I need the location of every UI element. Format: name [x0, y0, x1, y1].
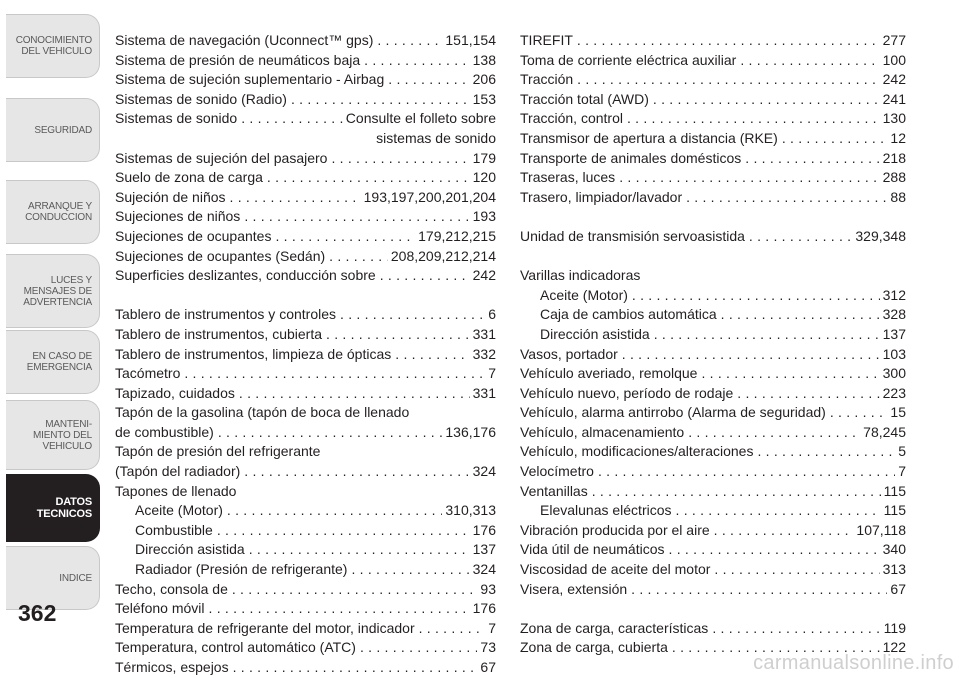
index-entry-page: 312 — [882, 286, 906, 303]
dot-leader — [244, 207, 469, 227]
index-entry[interactable] — [115, 188, 496, 208]
index-entry[interactable] — [520, 129, 906, 149]
dot-leader — [737, 384, 879, 404]
index-entry-page: 151,154 — [445, 32, 496, 48]
index-entry-label: Viscosidad de aceite del motor — [520, 561, 711, 578]
index-entry-page: 310,313 — [445, 502, 496, 519]
dot-leader — [227, 501, 442, 521]
dot-leader — [419, 619, 486, 639]
index-entry-page: 324 — [472, 463, 496, 480]
dot-leader — [749, 227, 853, 247]
index-entry[interactable] — [115, 560, 496, 580]
index-entry-page: 73 — [480, 639, 496, 656]
index-right-column — [520, 31, 906, 658]
index-entry-page: 242 — [882, 71, 906, 88]
dot-leader — [364, 51, 469, 71]
index-entry[interactable] — [115, 638, 496, 658]
index-entry-page: 179 — [472, 149, 496, 166]
index-entry-page: 137 — [882, 325, 906, 342]
index-entry-label: Vida útil de neumáticos — [520, 541, 665, 558]
index-entry[interactable] — [520, 90, 906, 110]
index-entry-page: 7 — [488, 365, 496, 382]
index-entry-label: Aceite (Motor) — [135, 502, 223, 519]
index-entry-page: 331 — [472, 384, 496, 401]
tab-indice[interactable]: INDICE — [6, 546, 100, 610]
dot-leader — [712, 619, 880, 639]
index-entry-page: 67 — [890, 580, 906, 597]
index-entry-label: Sistemas de sujeción del pasajero — [115, 149, 328, 166]
dot-leader — [184, 364, 485, 384]
index-entry-label: Tracción total (AWD) — [520, 90, 649, 107]
index-entry[interactable] — [115, 109, 496, 129]
index-entry-label: Zona de carga, características — [520, 619, 709, 636]
dot-leader — [326, 325, 470, 345]
index-entry[interactable] — [115, 247, 496, 267]
index-entry-label: Sujeciones de ocupantes (Sedán) — [115, 247, 326, 264]
index-entry[interactable] — [115, 345, 496, 365]
index-entry-page: 119 — [883, 619, 906, 636]
index-spacer — [520, 247, 906, 267]
index-entry-label: Sujeciones de niños — [115, 208, 241, 225]
index-entry[interactable] — [520, 540, 906, 560]
dot-leader — [230, 188, 361, 208]
dot-leader — [360, 638, 477, 658]
dot-leader — [209, 599, 470, 619]
dot-leader — [217, 521, 470, 541]
index-entry-page: 78,245 — [863, 423, 906, 440]
index-entry[interactable] — [115, 540, 496, 560]
index-entry[interactable] — [520, 423, 906, 443]
index-entry-page: 100 — [882, 51, 906, 68]
index-entry[interactable] — [115, 51, 496, 71]
dot-leader — [631, 580, 887, 600]
index-entry-text: Tapón de la gasolina (tapón de boca de llenado — [115, 404, 410, 421]
dot-leader — [653, 90, 880, 110]
index-entry-page: 107,118 — [856, 521, 906, 538]
index-entry-label: Trasero, limpiador/lavador — [520, 188, 683, 205]
tab-arranque-y-conduccion[interactable]: ARRANQUE Y CONDUCCION — [6, 180, 100, 244]
index-entry[interactable] — [520, 286, 906, 306]
index-entry-label: Transmisor de apertura a distancia (RKE) — [520, 129, 778, 146]
dot-leader — [377, 31, 442, 51]
index-entry[interactable] — [520, 580, 906, 600]
index-entry-label: Tacómetro — [115, 365, 181, 382]
index-spacer — [520, 207, 906, 227]
index-entry-page: 332 — [472, 345, 496, 362]
dot-leader — [395, 345, 469, 365]
dot-leader — [782, 129, 888, 149]
index-entry-label: Unidad de transmisión servoasistida — [520, 227, 745, 244]
dot-leader — [249, 540, 470, 560]
dot-leader — [239, 384, 470, 404]
dot-leader — [218, 423, 443, 443]
index-entry-label: Sistemas de sonido (Radio) — [115, 90, 287, 107]
index-entry-label: Tracción, control — [520, 110, 623, 127]
index-entry-text: Tapón de presión del refrigerante — [115, 443, 321, 460]
index-entry-page: 324 — [472, 561, 496, 578]
dot-leader — [627, 109, 880, 129]
dot-leader — [340, 305, 485, 325]
index-entry-page: 138 — [472, 51, 496, 68]
dot-leader — [388, 70, 469, 90]
index-entry-page: 176 — [472, 521, 496, 538]
index-entry-label: Traseras, luces — [520, 169, 616, 186]
index-entry-label: Sistema de sujeción suplementario - Airbag — [115, 71, 385, 88]
index-entry-page: 218 — [882, 149, 906, 166]
index-entry-page: 93 — [480, 580, 496, 597]
index-entry-page: Consulte el folleto sobre — [345, 110, 496, 127]
index-entry-page: 331 — [472, 325, 496, 342]
index-entry-label: Suelo de zona de carga — [115, 169, 263, 186]
index-entry-page: 153 — [472, 90, 496, 107]
index-entry[interactable] — [520, 31, 906, 51]
index-entry[interactable] — [520, 51, 906, 71]
index-entry-label: Vehículo averiado, remolque — [520, 365, 698, 382]
index-entry-page: 120 — [472, 169, 496, 186]
dot-leader — [830, 403, 888, 423]
index-entry-label: Vehículo, almacenamiento — [520, 423, 685, 440]
index-entry-label: Toma de corriente eléctrica auxiliar — [520, 51, 737, 68]
index-entry-page: 88 — [890, 188, 906, 205]
index-entry-label: Caja de cambios automática — [540, 306, 717, 323]
index-entry[interactable] — [520, 227, 906, 247]
index-entry-label: Sujeción de niños — [115, 188, 226, 205]
index-entry-label: Zona de carga, cubierta — [520, 639, 668, 656]
index-entry[interactable] — [520, 325, 906, 345]
index-entry-page: 130 — [882, 110, 906, 127]
index-entry[interactable] — [115, 31, 496, 51]
index-entry-page: 6 — [488, 306, 496, 323]
index-entry-page: 193,197,200,201,204 — [363, 188, 496, 205]
index-entry-label: Tablero de instrumentos, cubierta — [115, 325, 322, 342]
index-entry-label: Térmicos, espejos — [115, 659, 229, 675]
index-entry[interactable] — [115, 207, 496, 227]
index-entry-page: 15 — [890, 404, 906, 421]
index-entry[interactable] — [520, 70, 906, 90]
index-entry-label: Dirección asistida — [135, 541, 245, 558]
index-entry-label: Combustible — [135, 521, 213, 538]
dot-leader — [686, 188, 887, 208]
dot-leader — [669, 540, 880, 560]
index-entry-page: 176 — [472, 600, 496, 617]
index-entry-label: (Tapón del radiador) — [115, 463, 241, 480]
index-entry-page: 241 — [882, 90, 906, 107]
index-entry-label: Tablero de instrumentos, limpieza de ópticas — [115, 345, 392, 362]
index-entry[interactable] — [520, 305, 906, 325]
index-entry-label: Sistema de navegación (Uconnect™ gps) — [115, 32, 374, 48]
dot-leader — [745, 149, 879, 169]
index-entry[interactable] — [520, 619, 906, 639]
dot-leader — [577, 70, 879, 90]
index-entry-page: 328 — [882, 306, 906, 323]
index-spacer — [115, 286, 496, 306]
index-entry-label: Vehículo, alarma antirrobo (Alarma de seguridad) — [520, 404, 826, 421]
index-entry-label: Superficies deslizantes, conducción sobre — [115, 267, 376, 284]
index-entry-page: 242 — [472, 267, 496, 284]
index-entry-page: 122 — [882, 639, 906, 656]
index-entry-label: Vehículo, modificaciones/alteraciones — [520, 443, 754, 460]
index-entry-label: Velocímetro — [520, 463, 594, 480]
tab-mantenimiento-del-vehiculo[interactable]: MANTENI- MIENTO DEL VEHICULO — [6, 400, 100, 470]
index-entry[interactable] — [115, 149, 496, 169]
index-entry[interactable] — [520, 403, 906, 423]
index-entry[interactable] — [115, 521, 496, 541]
dot-leader — [331, 149, 469, 169]
index-entry-label: Elevalunas eléctricos — [540, 502, 672, 519]
index-entry-label: Ventanillas — [520, 482, 588, 499]
tab-datos-tecnicos[interactable]: DATOS TECNICOS — [6, 474, 100, 542]
index-entry[interactable] — [520, 345, 906, 365]
dot-leader — [233, 658, 478, 678]
page-number: 362 — [18, 600, 57, 626]
index-entry-page: 115 — [883, 502, 906, 519]
index-entry[interactable] — [115, 501, 496, 521]
index-entry-text: Varillas indicadoras — [520, 267, 641, 284]
index-entry[interactable] — [115, 462, 496, 482]
dot-leader — [275, 227, 415, 247]
dot-leader — [232, 580, 478, 600]
dot-leader — [592, 482, 881, 502]
tab-en-caso-de-emergencia[interactable]: EN CASO DE EMERGENCIA — [6, 330, 100, 394]
dot-leader — [244, 462, 469, 482]
index-entry-text: Tapones de llenado — [115, 482, 237, 499]
index-entry-label: Teléfono móvil — [115, 600, 205, 617]
dot-leader — [267, 168, 470, 188]
dot-leader — [598, 462, 895, 482]
dot-leader — [714, 521, 854, 541]
index-entry-label: Visera, extensión — [520, 580, 628, 597]
index-entry-page: 288 — [882, 169, 906, 186]
index-entry-page: 12 — [890, 129, 906, 146]
index-entry-label: Sistemas de sonido — [115, 110, 238, 127]
index-entry[interactable] — [115, 168, 496, 188]
index-entry-text: sistemas de sonido — [376, 129, 496, 146]
tab-conocimiento-del-vehiculo[interactable]: CONOCIMIENTO DEL VEHICULO — [6, 14, 100, 78]
index-left-column — [115, 31, 496, 678]
index-entry[interactable] — [520, 149, 906, 169]
tab-luces-y-mensajes[interactable]: LUCES Y MENSAJES DE ADVERTENCIA — [6, 254, 100, 328]
index-entry[interactable] — [520, 442, 906, 462]
index-entry[interactable] — [115, 619, 496, 639]
index-entry-page: 300 — [882, 365, 906, 382]
index-entry-page: 208,209,212,214 — [390, 247, 496, 264]
index-entry-label: Vasos, portador — [520, 345, 618, 362]
index-entry-page: 136,176 — [445, 423, 496, 440]
dot-leader — [688, 423, 860, 443]
index-entry-label: Temperatura, control automático (ATC) — [115, 639, 356, 656]
dot-leader — [380, 266, 470, 286]
index-entry[interactable] — [520, 168, 906, 188]
index-entry-label: Radiador (Presión de refrigerante) — [135, 561, 348, 578]
index-entry-label: Techo, consola de — [115, 580, 228, 597]
index-entry[interactable] — [115, 325, 496, 345]
index-entry[interactable] — [115, 364, 496, 384]
dot-leader — [241, 109, 343, 129]
index-entry[interactable] — [115, 90, 496, 110]
index-entry-label: Sujeciones de ocupantes — [115, 227, 272, 244]
dot-leader — [577, 31, 880, 51]
index-entry[interactable] — [520, 482, 906, 502]
index-entry-page: 313 — [882, 561, 906, 578]
index-entry-label: Transporte de animales domésticos — [520, 149, 742, 166]
index-entry-label: Vibración producida por el aire — [520, 521, 710, 538]
index-entry[interactable] — [520, 364, 906, 384]
index-entry-page: 223 — [882, 384, 906, 401]
index-entry-page: 340 — [882, 541, 906, 558]
index-entry-label: Aceite (Motor) — [540, 286, 628, 303]
dot-leader — [676, 501, 881, 521]
index-entry[interactable] — [115, 227, 496, 247]
dot-leader — [329, 247, 388, 267]
index-entry-page: 67 — [480, 659, 496, 675]
index-entry-page: 7 — [898, 463, 906, 480]
dot-leader — [701, 364, 879, 384]
index-entry-label: Tapizado, cuidados — [115, 384, 235, 401]
index-entry[interactable] — [115, 423, 496, 443]
index-entry-page: 193 — [472, 208, 496, 225]
index-entry[interactable] — [520, 560, 906, 580]
index-entry-page: 179,212,215 — [418, 227, 496, 244]
index-entry-label: Tablero de instrumentos y controles — [115, 306, 336, 323]
index-entry[interactable] — [115, 305, 496, 325]
index-spacer — [520, 599, 906, 619]
dot-leader — [757, 442, 895, 462]
index-entry-label: de combustible) — [115, 423, 214, 440]
index-entry-page: 137 — [472, 541, 496, 558]
index-entry[interactable] — [520, 188, 906, 208]
index-entry[interactable] — [520, 501, 906, 521]
index-entry-label: Dirección asistida — [540, 325, 650, 342]
watermark: carmanualsonline.info — [753, 652, 954, 674]
chapter-tabs — [0, 0, 104, 678]
index-entry[interactable] — [115, 384, 496, 404]
index-entry-label: Sistema de presión de neumáticos baja — [115, 51, 361, 68]
index-entry-page: 329,348 — [855, 227, 906, 244]
index-entry-page: 206 — [472, 71, 496, 88]
dot-leader — [714, 560, 879, 580]
index-entry-label: Vehículo nuevo, período de rodaje — [520, 384, 734, 401]
tab-seguridad[interactable]: SEGURIDAD — [6, 98, 100, 162]
dot-leader — [740, 51, 879, 71]
index-entry[interactable] — [520, 384, 906, 404]
index-entry[interactable] — [115, 658, 496, 678]
index-entry-page: 7 — [488, 619, 496, 636]
dot-leader — [654, 325, 880, 345]
index-entry[interactable] — [520, 462, 906, 482]
index-entry[interactable] — [115, 70, 496, 90]
index-entry-label: TIREFIT — [520, 32, 573, 48]
index-entry[interactable] — [115, 580, 496, 600]
index-entry[interactable] — [115, 266, 496, 286]
index-entry-page: 103 — [882, 345, 906, 362]
index-entry[interactable] — [115, 599, 496, 619]
dot-leader — [351, 560, 469, 580]
dot-leader — [622, 345, 880, 365]
dot-leader — [721, 305, 880, 325]
index-entry-label: Tracción — [520, 71, 574, 88]
index-entry[interactable] — [520, 521, 906, 541]
index-entry-page: 5 — [898, 443, 906, 460]
index-entry-page: 277 — [882, 32, 906, 48]
index-entry-label: Temperatura de refrigerante del motor, indicador — [115, 619, 415, 636]
dot-leader — [619, 168, 879, 188]
index-entry[interactable] — [520, 109, 906, 129]
index-entry-page: 115 — [883, 482, 906, 499]
dot-leader — [632, 286, 880, 306]
dot-leader — [291, 90, 470, 110]
